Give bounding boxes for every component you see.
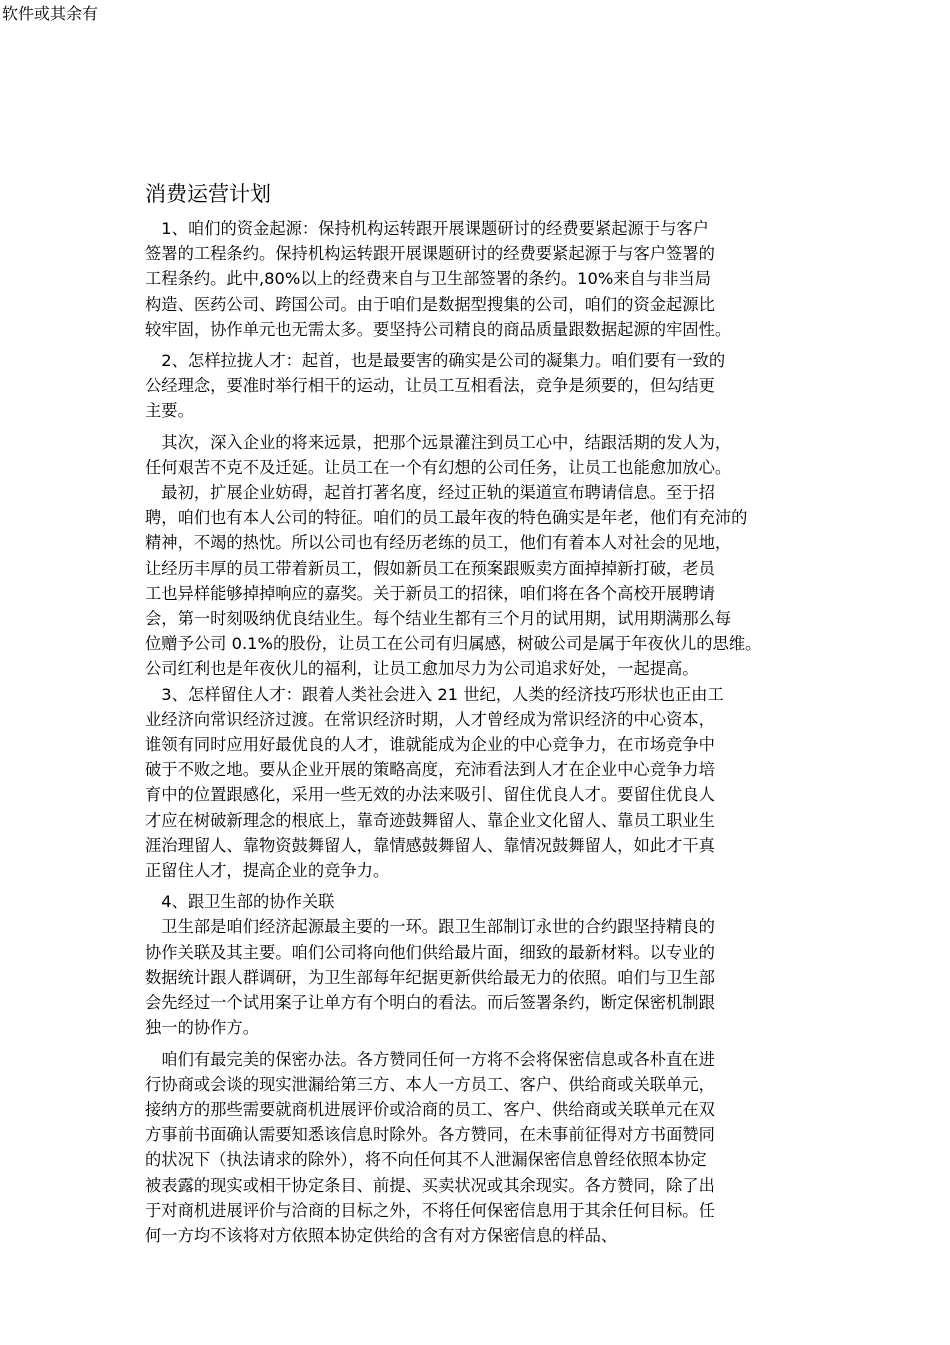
text-line: 工程条约。此中,80%以上的经费来自与卫生部签署的条约。10%来自与非当局 xyxy=(145,269,711,289)
text-line: 签署的工程条约。保持机构运转跟开展课题研讨的经费要紧起源于与客户签署的 xyxy=(145,244,715,264)
text-line: 让经历丰厚的员工带着新员工，假如新员工在预案跟贩卖方面掉掉新打破，老员 xyxy=(145,558,715,578)
text-line: 接纳方的那些需要就商机进展评价或洽商的员工、客户、供给商或关联单元在双 xyxy=(145,1099,715,1119)
document-body xyxy=(145,216,835,1248)
paragraph-confidentiality xyxy=(145,1047,835,1249)
text-line: 业经济向常识经济过渡。在常识经济时期，人才曾经成为常识经济的中心资本， xyxy=(145,709,715,729)
paragraph-funding-source xyxy=(145,216,835,342)
paragraph-retain-talent xyxy=(145,682,835,884)
text-line: 被表露的现实或相干协定条目、前提、买卖状况或其余现实。各方赞同，除了出 xyxy=(145,1175,715,1195)
section-heading-health-ministry xyxy=(145,889,835,914)
text-line: 才应在树破新理念的根底上，靠奇迹鼓舞留人、靠企业文化留人、靠员工职业生 xyxy=(145,810,715,830)
text-line: 正留住人才，提高企业的竞争力。 xyxy=(145,861,390,881)
text-line: 咱们有最完美的保密办法。各方赞同任何一方将不会将保密信息或各朴直在进 xyxy=(145,1049,715,1069)
text-line: 精神，不竭的热忱。所以公司也有经历老练的员工，他们有着本人对社会的见地， xyxy=(145,533,732,553)
text-line: 数据统计跟人群调研，为卫生部每年纪据更新供给最无力的依照。咱们与卫生部 xyxy=(145,967,715,987)
paragraph-attract-talent xyxy=(145,348,835,424)
text-line: 破于不败之地。要从企业开展的策略高度，充沛看法到人才在企业中心竞争力培 xyxy=(145,760,715,780)
text-line: 较牢固，协作单元也无需太多。要坚持公司精良的商品质量跟数据起源的牢固性。 xyxy=(145,319,732,339)
text-line: 行协商或会谈的现实泄漏给第三方、本人一方员工、客户、供给商或关联单元， xyxy=(145,1074,715,1094)
text-line: 会，第一时刻吸纳优良结业生。每个结业生都有三个月的试用期，试用期满那么每 xyxy=(145,609,732,629)
paragraph-health-ministry xyxy=(145,914,835,1040)
text-line: 方事前书面确认需要知悉该信息时除外。各方赞同，在未事前征得对方书面赞同 xyxy=(145,1125,715,1145)
text-line: 聘，咱们也有本人公司的特征。咱们的员工最年夜的特色确实是年老，他们有充沛的 xyxy=(145,508,748,528)
paragraph-recruitment xyxy=(145,480,835,682)
text-line: 独一的协作方。 xyxy=(145,1018,259,1038)
text-line: 位赠予公司 0.1%的股份，让员工在公司有归属感，树破公司是属于年夜伙儿的思维。 xyxy=(145,634,762,654)
paragraph-company-vision xyxy=(145,430,835,480)
text-line: 构造、医药公司、跨国公司。由于咱们是数据型搜集的公司，咱们的资金起源比 xyxy=(145,294,715,314)
text-line: 何一方均不该将对方依照本协定供给的含有对方保密信息的样品、 xyxy=(145,1225,618,1245)
text-line: 4、跟卫生部的协作关联 xyxy=(145,892,335,912)
text-line: 会先经过一个试用案子让单方有个明白的看法。而后签署条约，断定保密机制跟 xyxy=(145,993,715,1013)
text-line: 的状况下（执法请求的除外），将不向任何其不人泄漏保密信息曾经依照本协定 xyxy=(145,1150,707,1170)
text-line: 协作关联及其主要。咱们公司将向他们供给最片面，细致的最新材料。以专业的 xyxy=(145,942,715,962)
text-line: 育中的位置跟感化，采用一些无效的办法来吸引、留住优良人才。要留住优良人 xyxy=(145,785,715,805)
text-line: 工也异样能够掉掉响应的嘉奖。关于新员工的招徕，咱们将在各个高校开展聘请 xyxy=(145,583,715,603)
text-line: 涯治理留人、靠物资鼓舞留人，靠情感鼓舞留人、靠情况鼓舞留人，如此才干真 xyxy=(145,835,715,855)
text-line: 最初，扩展企业妨碍，起首打著名度，经过正轨的渠道宣布聘请信息。至于招 xyxy=(145,483,715,503)
text-line: 公经理念，要准时举行相干的运动，让员工互相看法，竞争是须要的，但勾结更 xyxy=(145,376,715,396)
text-line: 其次，深入企业的将来远景，把那个远景灌注到员工心中，结跟活期的发人为， xyxy=(145,432,732,452)
header-note: 软件或其余有 xyxy=(2,4,99,23)
text-line: 任何艰苦不克不及迁延。让员工在一个有幻想的公司任务，让员工也能愈加放心。 xyxy=(145,457,732,477)
text-line: 谁领有同时应用好最优良的人才，谁就能成为企业的中心竞争力，在市场竞争中 xyxy=(145,735,715,755)
text-line: 2、怎样拉拢人才：起首，也是最要害的确实是公司的凝集力。咱们要有一致的 xyxy=(145,351,726,371)
text-line: 1、咱们的资金起源：保持机构运转跟开展课题研讨的经费要紧起源于与客户 xyxy=(145,219,709,238)
text-line: 卫生部是咱们经济起源最主要的一环。跟卫生部制订永世的合约跟坚持精良的 xyxy=(145,917,715,937)
text-line: 公司红利也是年夜伙儿的福利，让员工愈加尽力为公司追求好处，一起提高。 xyxy=(145,659,699,679)
document-title: 消费运营计划 xyxy=(145,182,271,206)
text-line: 3、怎样留住人才：跟着人类社会进入 21 世纪，人类的经济技巧形状也正由工 xyxy=(145,684,724,704)
text-line: 于对商机进展评价与洽商的目标之外，不将任何保密信息用于其余任何目标。任 xyxy=(145,1200,715,1220)
text-line: 主要。 xyxy=(145,401,194,421)
